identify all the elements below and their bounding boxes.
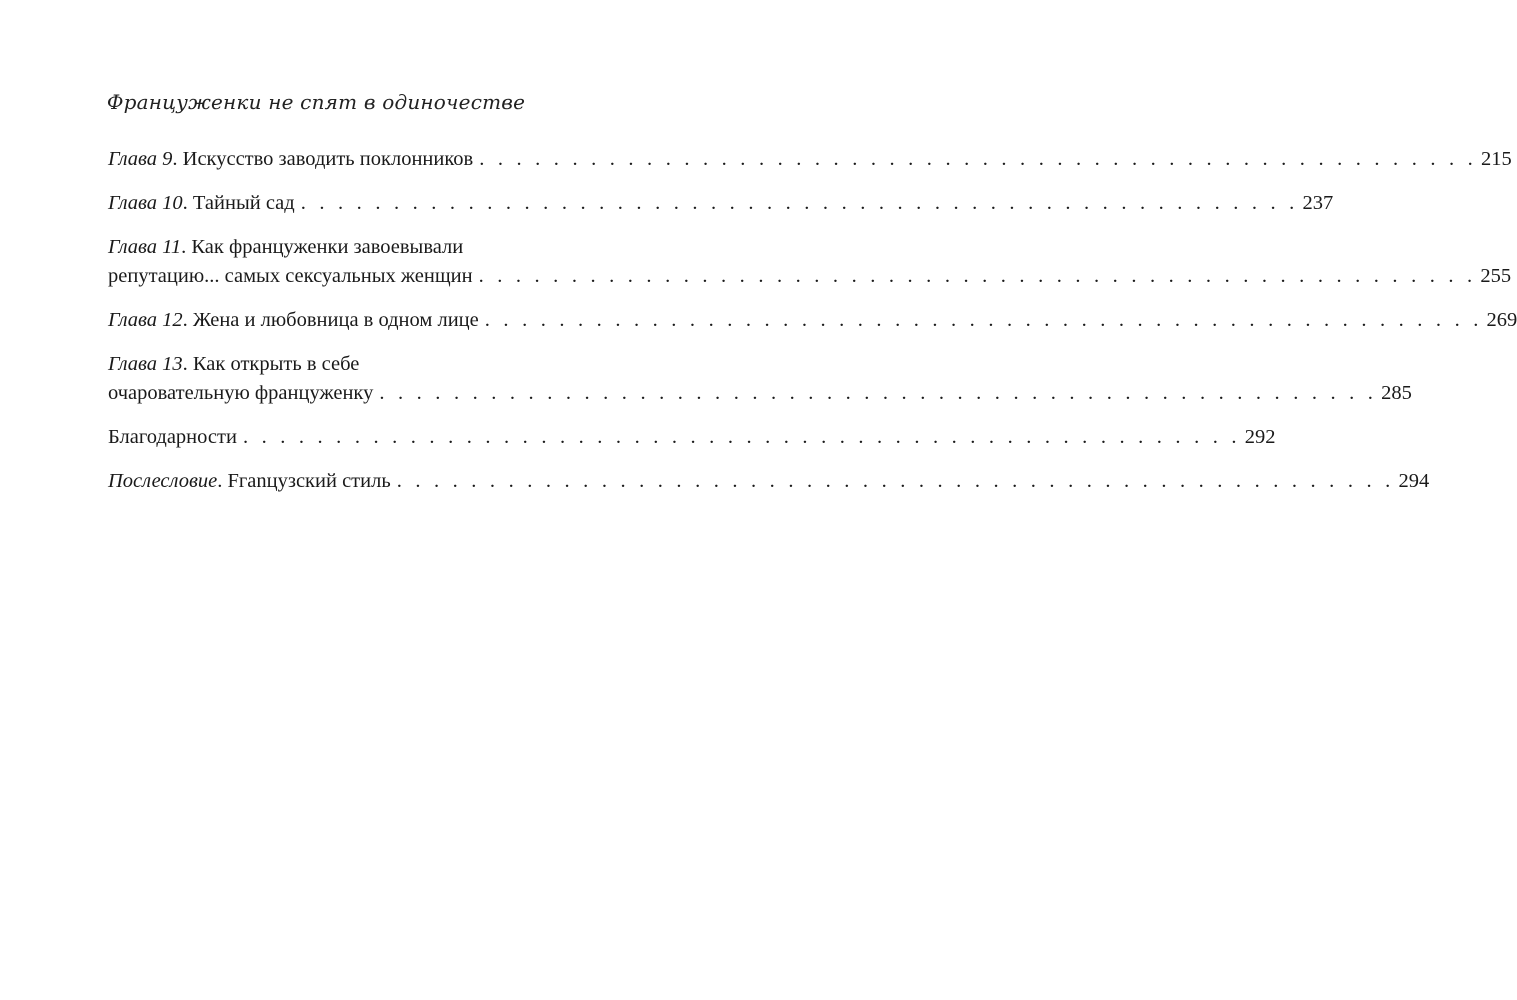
dot-leader: . . . . . . . . . . . . . . . . . . . . . . . . . . . . . . . . . . . . . . . . . . . . . . . . . . . . . . [484, 309, 1483, 331]
toc-entry-label [108, 189, 295, 218]
toc-entry-title: Жена и любовница в одном лице [192, 309, 479, 331]
toc-page-number: 255 [1480, 265, 1512, 287]
toc-entry-separator: . [181, 236, 192, 258]
toc-entry-title: Как открыть в себе [192, 353, 360, 375]
toc-entry-title: Благодарности [108, 426, 237, 448]
toc-entry [108, 145, 1512, 174]
toc-page-number: 269 [1486, 309, 1517, 331]
toc-entry [108, 423, 1276, 452]
toc-entry-separator: . [182, 309, 193, 331]
toc-page-number: 237 [1302, 192, 1334, 214]
toc-entry-prefix: Глава 13 [108, 353, 183, 375]
toc-entry-title-continued: репутацию... самых сексуальных женщин [108, 265, 473, 287]
toc-page-number: 294 [1398, 470, 1430, 492]
toc-entry-separator: . [217, 470, 228, 492]
toc-entry-first-line [108, 233, 560, 262]
dot-leader: . . . . . . . . . . . . . . . . . . . . . . . . . . . . . . . . . . . . . . . . . . . . . . . . . . . . . . [242, 426, 1241, 448]
dot-leader: . . . . . . . . . . . . . . . . . . . . . . . . . . . . . . . . . . . . . . . . . . . . . . . . . . . . . . [478, 265, 1477, 287]
toc-entry [108, 189, 1334, 218]
toc-entry-prefix: Глава 9 [108, 148, 173, 170]
toc-entry-title-continued: очаровательную француженку [108, 382, 374, 404]
toc-entry-label [108, 306, 479, 335]
toc-entry-separator: . [182, 192, 193, 214]
toc-entry [108, 306, 1517, 335]
toc-page-number: 292 [1244, 426, 1276, 448]
dot-leader: . . . . . . . . . . . . . . . . . . . . . . . . . . . . . . . . . . . . . . . . . . . . . . . . . . . . . . [396, 470, 1395, 492]
toc-entry-prefix: Послесловие [108, 470, 218, 492]
toc-entry-prefix: Глава 11 [108, 236, 182, 258]
toc-page-number: 285 [1381, 382, 1412, 404]
toc-page-number: 215 [1480, 148, 1512, 170]
toc-entry [108, 350, 1412, 408]
toc-entry-title: Как француженки завоевывали [191, 236, 464, 258]
toc-entry-label [108, 145, 473, 174]
toc-entry-separator: . [172, 148, 183, 170]
dot-leader: . . . . . . . . . . . . . . . . . . . . . . . . . . . . . . . . . . . . . . . . . . . . . . . . . . . . . . [479, 148, 1477, 170]
dot-leader: . . . . . . . . . . . . . . . . . . . . . . . . . . . . . . . . . . . . . . . . . . . . . . . . . . . . . . [300, 192, 1299, 214]
toc-entry-first-line [108, 350, 560, 379]
toc-entry-prefix: Глава 10 [108, 192, 183, 214]
toc-entry-label [108, 467, 391, 496]
toc-entry-title: Fгanцузский стиль [227, 470, 391, 492]
toc-entry-title: Тайный сад [192, 192, 295, 214]
dot-leader: . . . . . . . . . . . . . . . . . . . . . . . . . . . . . . . . . . . . . . . . . . . . . . . . . . . . . . [379, 382, 1378, 404]
toc-entry-prefix: Глава 12 [108, 309, 183, 331]
toc-entry [108, 233, 1512, 291]
toc-entry [108, 467, 1430, 496]
toc-entry-title: Искусство заводить поклонников [182, 148, 474, 170]
table-of-contents [108, 145, 1517, 511]
toc-entry-separator: . [182, 353, 193, 375]
running-head: Француженки не спят в одиночестве [106, 90, 526, 114]
